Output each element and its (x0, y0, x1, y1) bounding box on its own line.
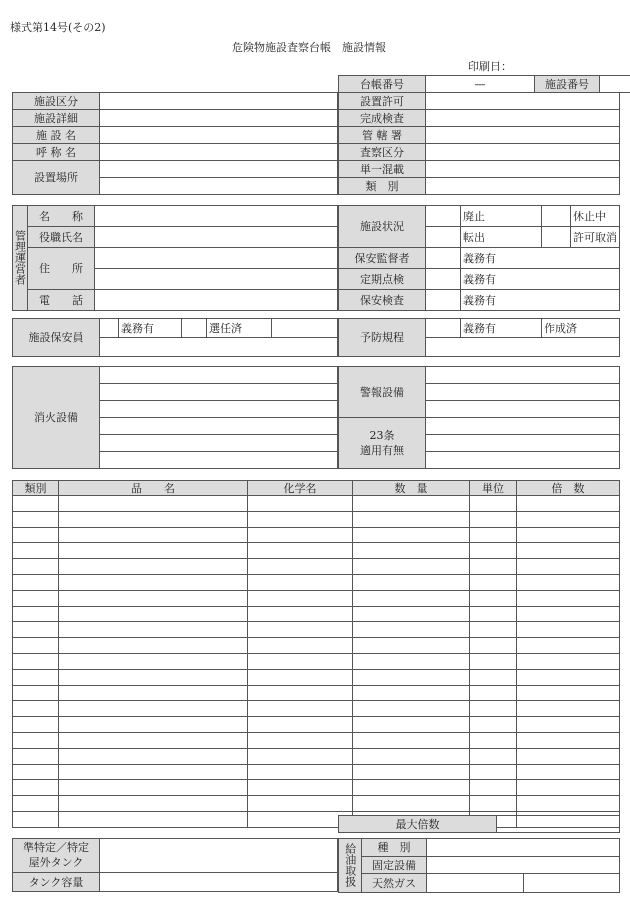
cell-item-name[interactable] (59, 764, 248, 780)
status-transferred[interactable]: 転出 (461, 227, 542, 248)
cell-unit[interactable] (470, 496, 517, 512)
col-header-unit: 単位 (470, 481, 517, 496)
cell-quantity[interactable] (353, 527, 470, 543)
cell-unit[interactable] (470, 527, 517, 543)
cell-item-name[interactable] (59, 653, 248, 669)
jurisdiction-value[interactable] (426, 127, 620, 144)
cell-category[interactable] (13, 543, 59, 559)
manager-address-value-2[interactable] (95, 269, 338, 290)
table-row (13, 511, 620, 527)
cell-item-name[interactable] (59, 669, 248, 685)
cell-quantity[interactable] (353, 796, 470, 812)
cell-unit[interactable] (470, 669, 517, 685)
cell-multiple[interactable] (517, 685, 620, 701)
cell-category[interactable] (13, 622, 59, 638)
alias-value[interactable] (100, 144, 338, 161)
cell-category[interactable] (13, 748, 59, 764)
cell-item-name[interactable] (59, 811, 248, 827)
tank-type-line-2: 屋外タンク (28, 855, 84, 869)
cell-chemical-name[interactable] (248, 638, 353, 654)
art23-line-1: 23条 (369, 429, 395, 442)
ledger-no-label: 台帳番号 (339, 76, 426, 93)
tank-capacity-value[interactable] (100, 873, 338, 892)
cell-chemical-name[interactable] (248, 622, 353, 638)
facility-no-value[interactable] (600, 76, 630, 93)
cell-unit[interactable] (470, 606, 517, 622)
tank-type-line-1: 準特定／特定 (23, 840, 89, 854)
cell-category[interactable] (13, 590, 59, 606)
cell-chemical-name[interactable] (248, 574, 353, 590)
art23-row-1[interactable] (426, 418, 620, 435)
table-row (13, 796, 620, 812)
cell-chemical-name[interactable] (248, 606, 353, 622)
safety-officer-appointed: 選任済 (207, 319, 272, 338)
safety-check-value: 義務有 (461, 290, 620, 311)
table-row (13, 496, 620, 512)
cell-category[interactable] (13, 732, 59, 748)
cell-multiple[interactable] (517, 796, 620, 812)
cell-item-name[interactable] (59, 717, 248, 733)
cell-item-name[interactable] (59, 780, 248, 796)
prevention-rules-value[interactable] (426, 338, 620, 357)
status-label: 施設状況 (339, 206, 426, 248)
cell-quantity[interactable] (353, 669, 470, 685)
cell-category[interactable] (13, 606, 59, 622)
alarm-row-1[interactable] (426, 367, 620, 384)
cell-chemical-name[interactable] (248, 543, 353, 559)
fire-equipment-table (12, 366, 338, 469)
cell-unit[interactable] (470, 653, 517, 669)
manager-section-label: 管理運営者 (13, 206, 28, 311)
alarm-row-2[interactable] (426, 384, 620, 401)
table-row (13, 701, 620, 717)
cell-item-name[interactable] (59, 796, 248, 812)
cell-chemical-name[interactable] (248, 780, 353, 796)
cell-category[interactable] (13, 653, 59, 669)
install-permit-value[interactable] (426, 93, 620, 110)
cell-multiple[interactable] (517, 732, 620, 748)
cell-item-name[interactable] (59, 685, 248, 701)
cell-chemical-name[interactable] (248, 764, 353, 780)
table-row (13, 559, 620, 575)
cell-multiple[interactable] (517, 653, 620, 669)
cell-item-name[interactable] (59, 543, 248, 559)
cell-quantity[interactable] (353, 511, 470, 527)
manager-name-label: 名 称 (28, 206, 95, 227)
manager-table (12, 205, 338, 311)
cell-unit[interactable] (470, 780, 517, 796)
print-date-label: 印刷日： (468, 60, 512, 73)
status-blank-3 (426, 227, 461, 248)
cell-unit[interactable] (470, 590, 517, 606)
location-label: 設置場所 (13, 161, 100, 195)
cell-unit[interactable] (470, 796, 517, 812)
cell-category[interactable] (13, 701, 59, 717)
alarm-table (338, 366, 620, 469)
col-header-category: 類別 (13, 481, 59, 496)
table-row (13, 780, 620, 796)
ledger-header-table (338, 75, 630, 93)
cell-quantity[interactable] (353, 590, 470, 606)
safety-officer-obligation: 義務有 (119, 319, 182, 338)
facility-name-value[interactable] (100, 127, 338, 144)
cell-quantity[interactable] (353, 701, 470, 717)
fire-equipment-label: 消火設備 (13, 367, 100, 469)
cell-multiple[interactable] (517, 559, 620, 575)
prevention-rules-label: 予防規程 (339, 319, 426, 357)
status-permit-cancelled[interactable]: 許可取消 (571, 227, 620, 248)
cell-multiple[interactable] (517, 638, 620, 654)
cell-quantity[interactable] (353, 653, 470, 669)
table-row (13, 748, 620, 764)
cell-quantity[interactable] (353, 764, 470, 780)
tank-capacity-label: タンク容量 (13, 873, 100, 892)
cell-multiple[interactable] (517, 496, 620, 512)
safety-check-label: 保安検査 (339, 290, 426, 311)
fire-equipment-row-4[interactable] (100, 418, 338, 435)
cell-unit[interactable] (470, 511, 517, 527)
fire-equipment-row-1[interactable] (100, 367, 338, 384)
art23-row-3[interactable] (426, 452, 620, 469)
col-header-chemical-name: 化学名 (248, 481, 353, 496)
cell-item-name[interactable] (59, 732, 248, 748)
alias-label: 呼 称 名 (13, 144, 100, 161)
safety-check-check[interactable] (426, 290, 461, 311)
cell-category[interactable] (13, 717, 59, 733)
table-row (13, 685, 620, 701)
cell-item-name[interactable] (59, 590, 248, 606)
cell-item-name[interactable] (59, 622, 248, 638)
natural-gas-check[interactable] (427, 874, 524, 893)
art23-row-2[interactable] (426, 435, 620, 452)
single-mixed-value[interactable] (426, 161, 620, 178)
security-supervisor-check[interactable] (426, 248, 461, 269)
table-row (13, 527, 620, 543)
cell-quantity[interactable] (353, 732, 470, 748)
cell-category[interactable] (13, 574, 59, 590)
art23-line-2: 適用有無 (360, 444, 404, 457)
manager-phone-label: 電 話 (28, 290, 95, 311)
cell-item-name[interactable] (59, 574, 248, 590)
table-row (13, 732, 620, 748)
safety-officer-label: 施設保安員 (13, 319, 100, 357)
table-row (13, 574, 620, 590)
natural-gas-value[interactable] (523, 874, 620, 893)
category-label: 類 別 (339, 178, 426, 195)
form-number: 様式第14号(その2) (10, 21, 106, 34)
cell-item-name[interactable] (59, 606, 248, 622)
category-value[interactable] (426, 178, 620, 195)
ledger-no-value: — (426, 76, 535, 93)
cell-multiple[interactable] (517, 701, 620, 717)
cell-category[interactable] (13, 496, 59, 512)
cell-chemical-name[interactable] (248, 590, 353, 606)
manager-address-value-1[interactable] (95, 248, 338, 269)
jurisdiction-label: 管 轄 署 (339, 127, 426, 144)
facility-detail-label: 施設詳細 (13, 110, 100, 127)
table-row (13, 543, 620, 559)
cell-chemical-name[interactable] (248, 496, 353, 512)
cell-multiple[interactable] (517, 511, 620, 527)
prevention-rules-created: 作成済 (542, 319, 620, 338)
cell-category[interactable] (13, 685, 59, 701)
periodic-check-label: 定期点検 (339, 269, 426, 290)
facility-name-label: 施 設 名 (13, 127, 100, 144)
facility-info-right (338, 92, 620, 195)
natural-gas-label: 天然ガス (362, 874, 427, 893)
cell-chemical-name[interactable] (248, 748, 353, 764)
col-header-quantity: 数 量 (353, 481, 470, 496)
manager-title-label: 役職氏名 (28, 227, 95, 248)
cell-chemical-name[interactable] (248, 685, 353, 701)
fixed-equipment-value[interactable] (427, 857, 620, 874)
max-multiple-table (338, 815, 620, 833)
cell-category[interactable] (13, 796, 59, 812)
manager-phone-value[interactable] (95, 290, 338, 311)
install-permit-label: 設置許可 (339, 93, 426, 110)
cell-category[interactable] (13, 527, 59, 543)
status-table (338, 205, 620, 311)
alarm-label: 警報設備 (339, 367, 426, 418)
cell-unit[interactable] (470, 717, 517, 733)
location-value-2[interactable] (100, 178, 338, 195)
cell-quantity[interactable] (353, 559, 470, 575)
cell-chemical-name[interactable] (248, 653, 353, 669)
max-multiple-label: 最大倍数 (339, 816, 497, 833)
cell-quantity[interactable] (353, 748, 470, 764)
cell-item-name[interactable] (59, 496, 248, 512)
safety-officer-blank (272, 319, 338, 338)
cell-category[interactable] (13, 669, 59, 685)
cell-item-name[interactable] (59, 748, 248, 764)
cell-quantity[interactable] (353, 717, 470, 733)
prevention-rules-obligation: 義務有 (461, 319, 542, 338)
fire-equipment-row-5[interactable] (100, 435, 338, 452)
cell-chemical-name[interactable] (248, 732, 353, 748)
status-suspended[interactable]: 休止中 (571, 206, 620, 227)
cell-multiple[interactable] (517, 764, 620, 780)
fixed-equipment-label: 固定設備 (362, 857, 427, 874)
periodic-check-value: 義務有 (461, 269, 620, 290)
table-row (13, 764, 620, 780)
fire-equipment-row-2[interactable] (100, 384, 338, 401)
fire-equipment-row-3[interactable] (100, 401, 338, 418)
cell-chemical-name[interactable] (248, 511, 353, 527)
cell-chemical-name[interactable] (248, 717, 353, 733)
cell-quantity[interactable] (353, 496, 470, 512)
fuel-kind-label: 種 別 (362, 839, 427, 857)
facility-type-label: 施設区分 (13, 93, 100, 110)
cell-unit[interactable] (470, 748, 517, 764)
cell-multiple[interactable] (517, 669, 620, 685)
completion-check-label: 完成検査 (339, 110, 426, 127)
cell-unit[interactable] (470, 732, 517, 748)
cell-chemical-name[interactable] (248, 811, 353, 827)
cell-multiple[interactable] (517, 527, 620, 543)
cell-unit[interactable] (470, 622, 517, 638)
cell-quantity[interactable] (353, 543, 470, 559)
cell-chemical-name[interactable] (248, 796, 353, 812)
cell-item-name[interactable] (59, 511, 248, 527)
cell-category[interactable] (13, 780, 59, 796)
cell-unit[interactable] (470, 764, 517, 780)
cell-chemical-name[interactable] (248, 527, 353, 543)
max-multiple-value[interactable] (497, 816, 620, 833)
tank-type-value[interactable] (100, 839, 338, 873)
cell-category[interactable] (13, 638, 59, 654)
cell-category[interactable] (13, 811, 59, 827)
cell-unit[interactable] (470, 543, 517, 559)
cell-chemical-name[interactable] (248, 701, 353, 717)
cell-unit[interactable] (470, 559, 517, 575)
cell-multiple[interactable] (517, 574, 620, 590)
facility-type-value[interactable] (100, 93, 338, 110)
manager-name-value[interactable] (95, 206, 338, 227)
status-abolished[interactable]: 廃止 (461, 206, 542, 227)
art23-label (339, 418, 426, 469)
col-header-item-name: 品 名 (59, 481, 248, 496)
cell-chemical-name[interactable] (248, 669, 353, 685)
cell-category[interactable] (13, 559, 59, 575)
alarm-row-3[interactable] (426, 401, 620, 418)
facility-info-left (12, 92, 338, 195)
periodic-check-check[interactable] (426, 269, 461, 290)
completion-check-value[interactable] (426, 110, 620, 127)
security-supervisor-label: 保安監督者 (339, 248, 426, 269)
table-row (13, 717, 620, 733)
cell-multiple[interactable] (517, 606, 620, 622)
status-blank-1 (426, 206, 461, 227)
fire-equipment-row-6[interactable] (100, 452, 338, 469)
page-title: 危険物施設査察台帳 施設情報 (232, 41, 386, 54)
cell-multiple[interactable] (517, 748, 620, 764)
cell-category[interactable] (13, 511, 59, 527)
cell-item-name[interactable] (59, 701, 248, 717)
cell-category[interactable] (13, 764, 59, 780)
cell-quantity[interactable] (353, 574, 470, 590)
safety-officer-value[interactable] (100, 338, 338, 357)
prevention-rules-table (338, 318, 620, 357)
facility-no-label: 施設番号 (535, 76, 600, 93)
cell-quantity[interactable] (353, 622, 470, 638)
manager-address-label: 住 所 (28, 248, 95, 290)
cell-multiple[interactable] (517, 622, 620, 638)
cell-unit[interactable] (470, 685, 517, 701)
tank-table (12, 838, 338, 892)
cell-item-name[interactable] (59, 527, 248, 543)
inspection-type-value[interactable] (426, 144, 620, 161)
safety-officer-check-2[interactable] (182, 319, 207, 338)
cell-unit[interactable] (470, 574, 517, 590)
security-supervisor-value: 義務有 (461, 248, 620, 269)
cell-multiple[interactable] (517, 590, 620, 606)
cell-item-name[interactable] (59, 559, 248, 575)
single-mixed-label: 単一混載 (339, 161, 426, 178)
safety-officer-table (12, 318, 338, 357)
fuel-kind-value[interactable] (427, 839, 620, 857)
prevention-rules-check-1[interactable] (426, 319, 461, 338)
cell-multiple[interactable] (517, 717, 620, 733)
items-table (12, 480, 620, 828)
col-header-multiple: 倍 数 (517, 481, 620, 496)
cell-chemical-name[interactable] (248, 559, 353, 575)
cell-unit[interactable] (470, 701, 517, 717)
table-row (13, 653, 620, 669)
cell-quantity[interactable] (353, 685, 470, 701)
cell-item-name[interactable] (59, 638, 248, 654)
table-row (13, 622, 620, 638)
cell-quantity[interactable] (353, 606, 470, 622)
table-row (13, 638, 620, 654)
cell-quantity[interactable] (353, 780, 470, 796)
table-row (13, 590, 620, 606)
fuel-table (338, 838, 620, 893)
cell-quantity[interactable] (353, 638, 470, 654)
inspection-type-label: 査察区分 (339, 144, 426, 161)
facility-detail-value[interactable] (100, 110, 338, 127)
manager-title-value[interactable] (95, 227, 338, 248)
cell-multiple[interactable] (517, 543, 620, 559)
tank-type-label (13, 839, 100, 873)
cell-multiple[interactable] (517, 780, 620, 796)
status-blank-4 (542, 227, 571, 248)
table-row (13, 669, 620, 685)
safety-officer-check-1[interactable] (100, 319, 119, 338)
cell-unit[interactable] (470, 638, 517, 654)
fuel-handling-label: 給油取扱 (339, 839, 362, 893)
location-value-1[interactable] (100, 161, 338, 178)
status-blank-2 (542, 206, 571, 227)
table-row (13, 606, 620, 622)
